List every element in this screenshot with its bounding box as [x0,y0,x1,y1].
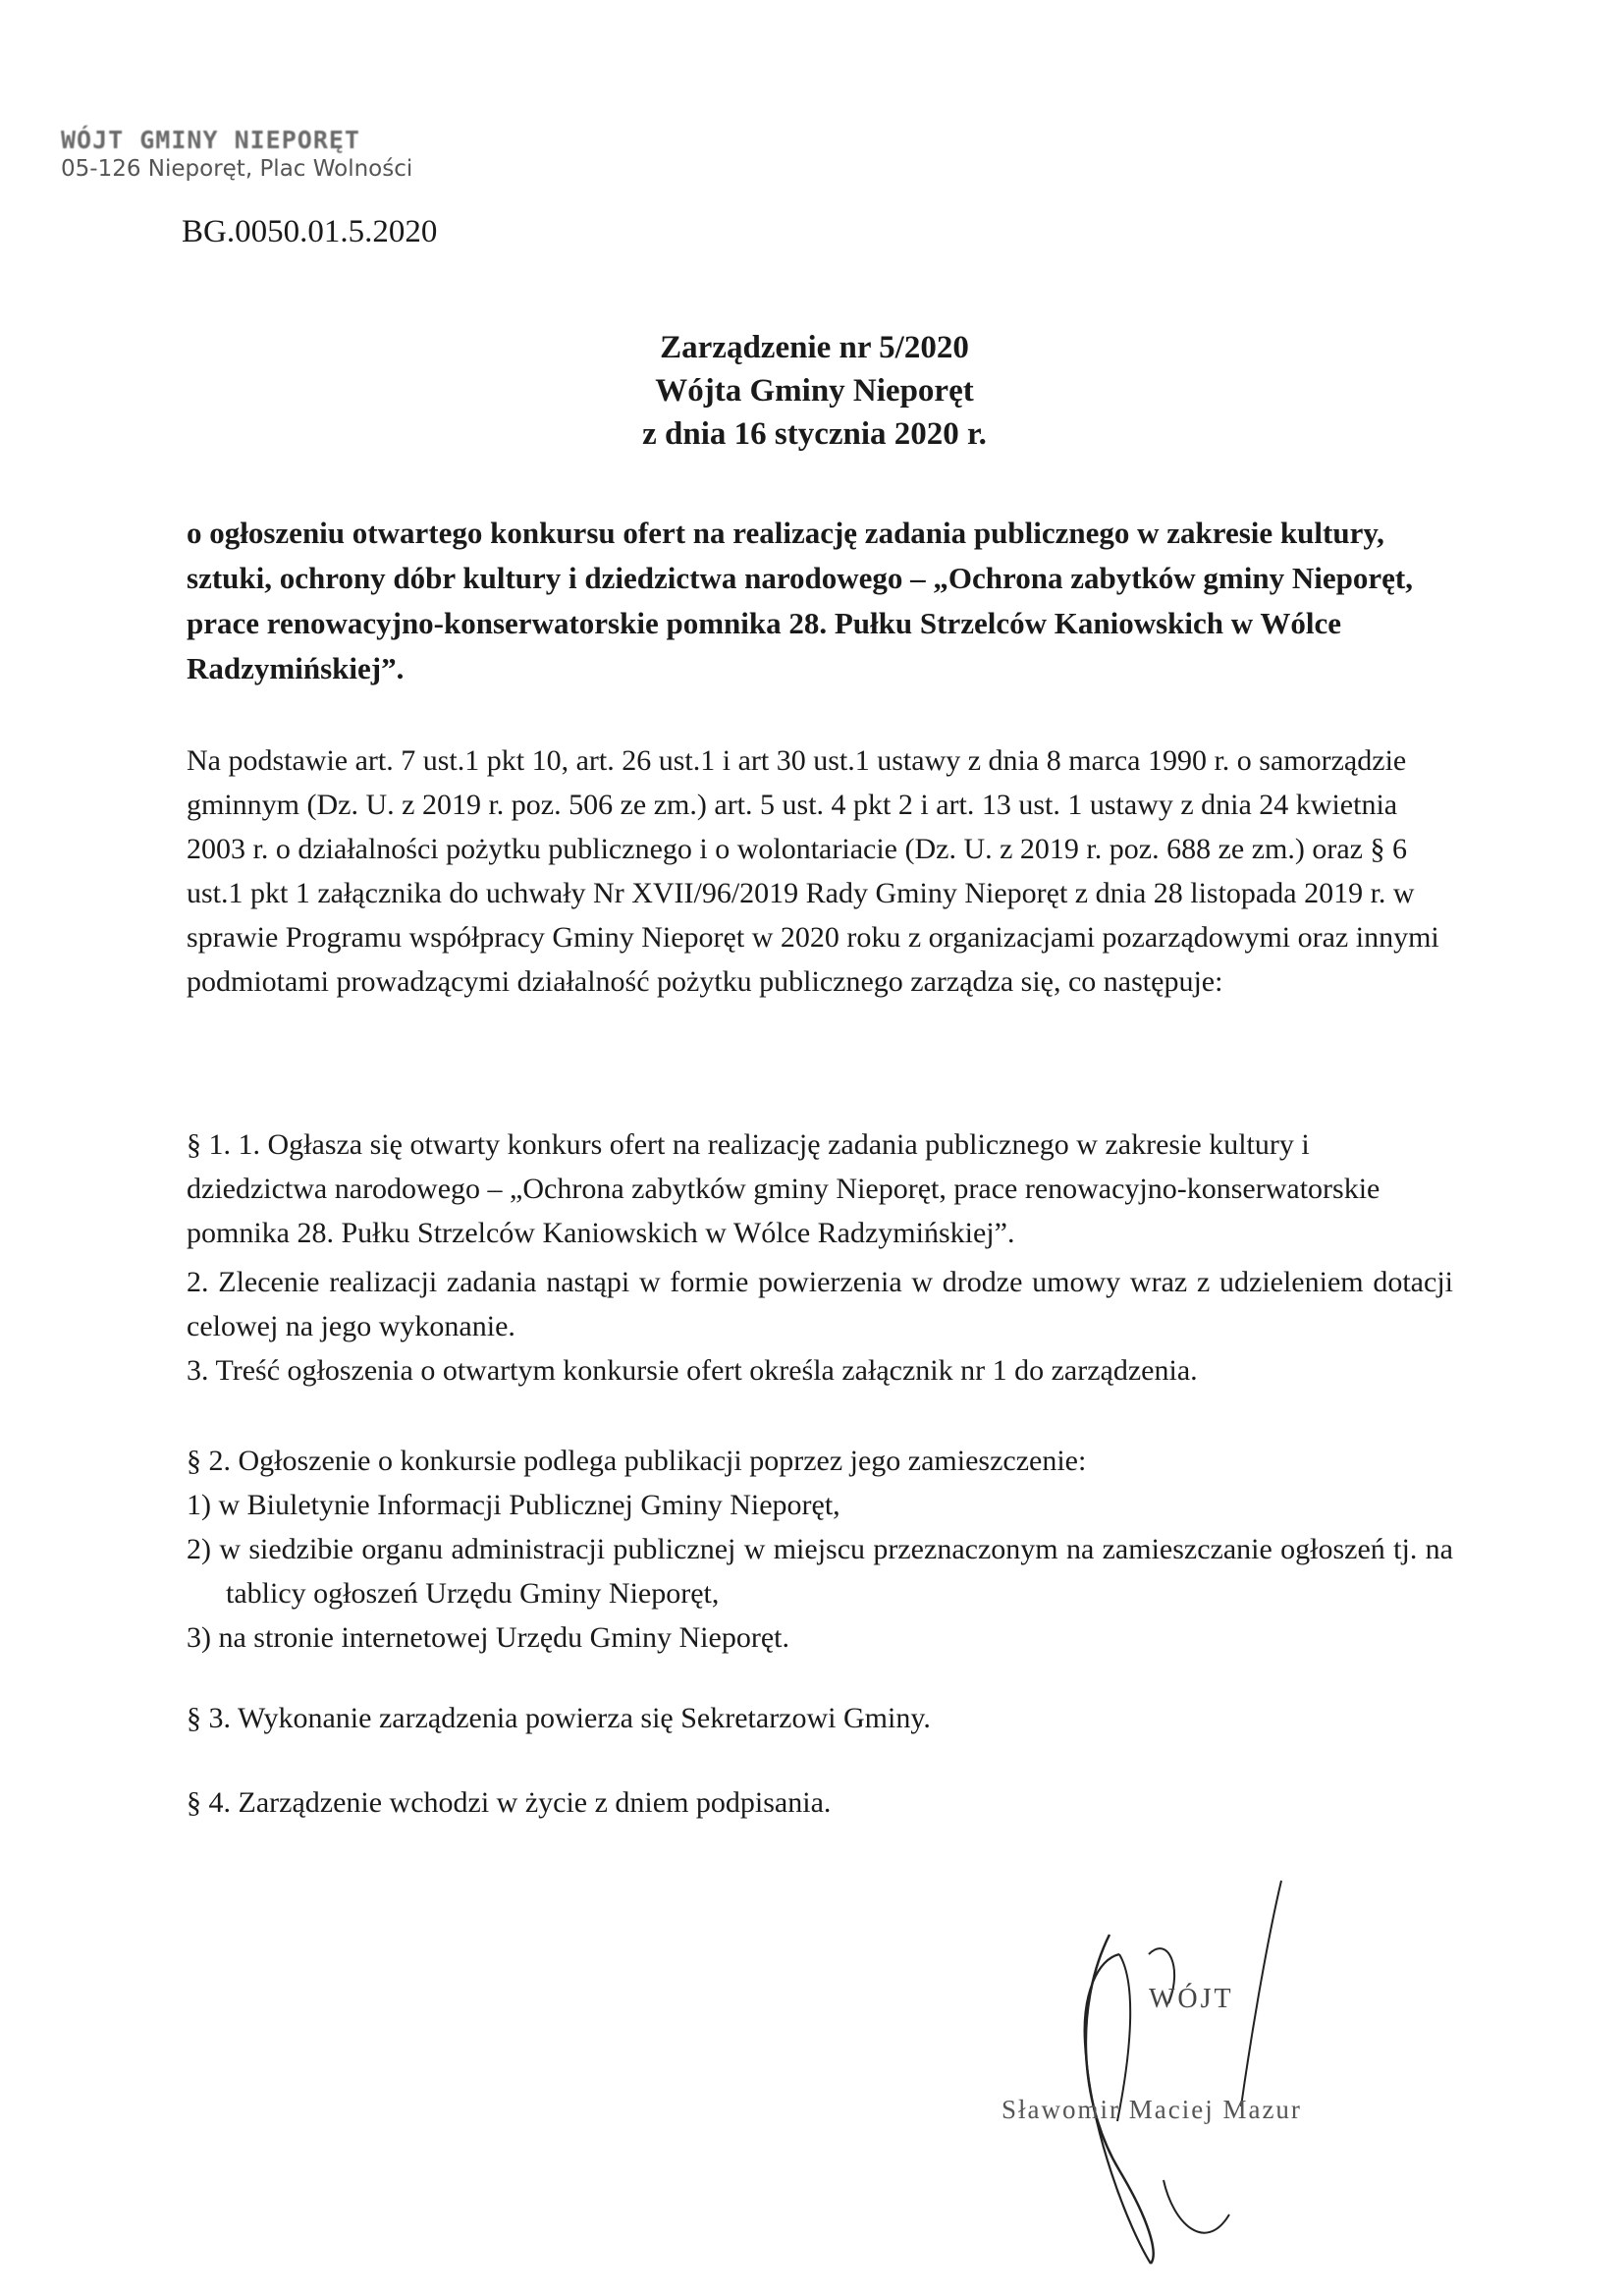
signature-name: Sławomir Maciej Mazur [1001,2095,1302,2124]
office-stamp-address: 05-126 Nieporęt, Plac Wolności [61,156,413,182]
document-subject: o ogłoszeniu otwartego konkursu ofert na realizację zadania publicznego w zakresie kultury, sztuki, ochrony dóbr kultury i dziedzictwa narodowego – „Ochrona zabytków gminy Nieporęt, prace renowacyjno-konserwatorskie pomnika 28. Pułku Strzelców Kaniowskich w Wólce Radzymińskiej”. [187,516,1413,685]
list-item: 3) na stronie internetowej Urzędu Gminy Nieporęt. [187,1621,789,1654]
section-2-intro: § 2. Ogłoszenie o konkursie podlega publikacji poprzez jego zamieszczenie: [187,1445,1087,1477]
case-number: BG.0050.01.5.2020 [182,214,438,249]
section-1-paragraph-3: 3. Treść ogłoszenia o otwartym konkursie ofert określa załącznik nr 1 do zarządzenia. [187,1354,1198,1387]
section-1-paragraph-1: § 1. 1. Ogłasza się otwarty konkurs ofert na realizację zadania publicznego w zakresie kultury i dziedzictwa narodowego – „Ochrona zabytków gminy Nieporęt, prace renowacyjno-konserwatorskie pomnika 28. Pułku Strzelców Kaniowskich w Wólce Radzymińskiej”. [187,1128,1380,1249]
title-line-2: Wójta Gminy Nieporęt [655,373,974,409]
title-line-1: Zarządzenie nr 5/2020 [660,330,969,365]
legal-basis: Na podstawie art. 7 ust.1 pkt 10, art. 26 ust.1 i art 30 ust.1 ustawy z dnia 8 marca 1990 r. o samorządzie gminnym (Dz. U. z 2019 r. poz. 506 ze zm.) art. 5 ust. 4 pkt 2 i art. 13 ust. 1 ustawy z dnia 24 kwietnia 2003 r. o działalności pożytku publicznego i o wolontariacie (Dz. U. z 2019 r. poz. 688 ze zm.) oraz § 6 ust.1 pkt 1 załącznika do uchwały Nr XVII/96/2019 Rady Gminy Nieporęt z dnia 28 listopada 2019 r. w sprawie Programu współpracy Gminy Nieporęt w 2020 roku z organizacjami pozarządowymi oraz innymi podmiotami prowadzącymi działalność pożytku publicznego zarządza się, co następuje: [187,744,1439,998]
signature-title: WÓJT [1149,1984,1234,2014]
list-item: 2) w siedzibie organu administracji publicznej w miejscu przeznaczonym na zamieszczanie ogłoszeń tj. na tablicy ogłoszeń Urzędu Gminy Nieporęt, [187,1533,1453,1610]
list-item: 1) w Biuletynie Informacji Publicznej Gminy Nieporęt, [187,1489,840,1521]
office-stamp [61,126,473,182]
document-title [0,326,1624,456]
office-stamp-title: WÓJT GMINY NIEPORĘT [61,126,360,154]
signature-block [982,1876,1394,2269]
signature-graphic [982,1876,1394,2269]
section-2-list [187,1483,1453,1660]
section-3: § 3. Wykonanie zarządzenia powierza się Sekretarzowi Gminy. [187,1702,931,1734]
section-1-paragraph-2: 2. Zlecenie realizacji zadania nastąpi w formie powierzenia w drodze umowy wraz z udzieleniem dotacji celowej na jego wykonanie. [187,1266,1453,1342]
section-4: § 4. Zarządzenie wchodzi w życie z dniem podpisania. [187,1786,832,1819]
title-line-3: z dnia 16 stycznia 2020 r. [642,416,987,452]
